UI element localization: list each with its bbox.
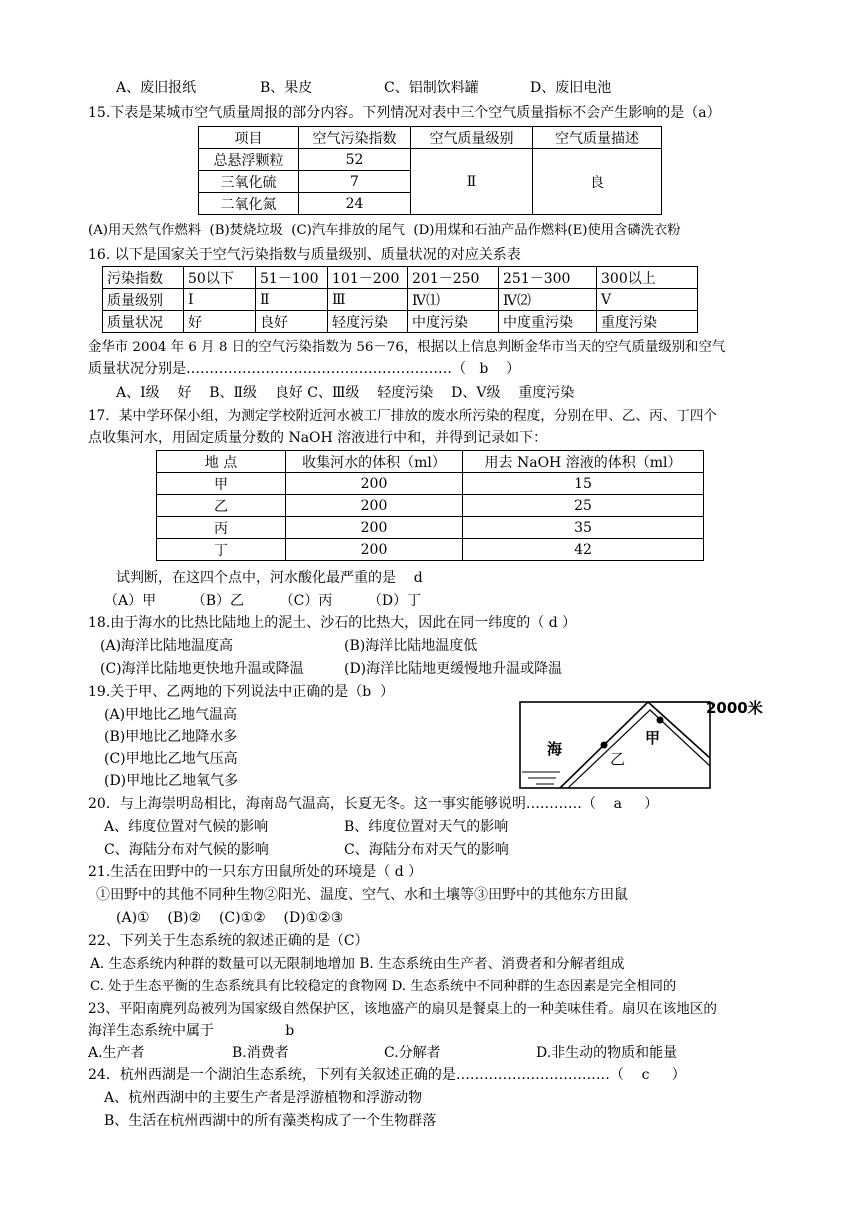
- q20-option-c: C、海陆分布对气候的影响: [104, 842, 269, 858]
- q20-option-b: B、纬度位置对天气的影响: [344, 819, 509, 835]
- table-row: [157, 517, 704, 539]
- sea-label: 海: [547, 740, 563, 758]
- table-cell: Ⅳ⑵: [499, 289, 597, 311]
- table-cell: 丁: [157, 539, 286, 561]
- table-cell: 丙: [157, 517, 286, 539]
- table-cell: 7: [299, 171, 411, 193]
- q23-stem-1: 23、平阳南麂列岛被列为国家级自然保护区，该地盛产的扇贝是餐桌上的一种美味佳肴。扇贝在该地区的: [88, 1001, 718, 1017]
- table-cell: 三氧化硫: [199, 171, 299, 193]
- q17-question: 试判断，在这四个点中，河水酸化最严重的是 d: [116, 570, 423, 586]
- table-row: [157, 473, 704, 495]
- table-cell: 甲: [157, 473, 286, 495]
- table-header: 用去 NaOH 溶液的体积（ml）: [463, 451, 704, 473]
- table-cell: 中度污染: [408, 311, 499, 333]
- q14-option-c: C、铝制饮料罐: [384, 80, 479, 96]
- table-cell: 251－300: [499, 267, 597, 289]
- table-cell: 200: [286, 473, 463, 495]
- table-header: 收集河水的体积（ml）: [286, 451, 463, 473]
- q16-options: A、Ⅰ级 好 B、Ⅱ级 良好 C、Ⅲ级 轻度污染 D、Ⅴ级 重度污染: [116, 385, 575, 401]
- table-cell: 200: [286, 539, 463, 561]
- table-header: 空气质量级别: [411, 127, 533, 149]
- table-cell: 中度重污染: [499, 311, 597, 333]
- table-cell: Ⅰ: [184, 289, 256, 311]
- q22-stem: 22、下列关于生态系统的叙述正确的是（C）: [88, 933, 369, 949]
- table-cell: Ⅱ: [256, 289, 328, 311]
- table-cell: 52: [299, 149, 411, 171]
- q23-stem-2: 海洋生态系统中属于 b: [88, 1023, 295, 1039]
- table-cell: 质量状况: [103, 311, 184, 333]
- q19-option-d: (D)甲地比乙地氧气多: [104, 773, 239, 789]
- table-cell: 51－100: [256, 267, 328, 289]
- q20-stem: 20．与上海崇明岛相比，海南岛气温高，长夏无冬。这一事实能够说明…………（ a ）: [88, 796, 659, 812]
- table-cell: Ⅴ: [597, 289, 698, 311]
- table-cell: 总悬浮颗粒: [199, 149, 299, 171]
- air-quality-level: Ⅱ: [411, 149, 533, 215]
- q18-option-a: (A)海洋比陆地温度高: [100, 638, 234, 654]
- jia-label: 甲: [645, 729, 661, 747]
- table-cell: 乙: [157, 495, 286, 517]
- q17-options: （A）甲 （B）乙 （C）丙 （D）丁: [104, 593, 422, 609]
- table-row: [199, 149, 662, 171]
- q23-option-b: B.消费者: [232, 1045, 289, 1061]
- q17-stem-1: 17．某中学环保小组，为测定学校附近河水被工厂排放的废水所污染的程度，分别在甲、乙、丙、丁四个: [88, 408, 718, 424]
- table-row: [103, 267, 698, 289]
- table-cell: 300以上: [597, 267, 698, 289]
- q16-text-1: 金华市 2004 年 6 月 8 日的空气污染指数为 56－76，根据以上信息判断金华市当天的空气质量级别和空气: [88, 340, 726, 355]
- table-cell: 好: [184, 311, 256, 333]
- q16-table: [102, 266, 698, 333]
- q19-option-a: (A)甲地比乙地气温高: [104, 707, 238, 723]
- q21-options: (A)① (B)② (C)①② (D)①②③: [116, 910, 344, 926]
- q18-option-c: (C)海洋比陆地更快地升温或降温: [100, 661, 304, 677]
- table-cell: 25: [463, 495, 704, 517]
- table-cell: 101－200: [328, 267, 408, 289]
- q15-options: (A)用天然气作燃料 (B)焚烧垃圾 (C)汽车排放的尾气 (D)用煤和石油产品作燃料(E)使用含磷洗衣粉: [88, 223, 681, 238]
- table-cell: Ⅳ⑴: [408, 289, 499, 311]
- q18-stem: 18.由于海水的比热比陆地上的泥土、沙石的比热大，因此在同一纬度的（ d ）: [88, 615, 577, 631]
- q19-option-c: (C)甲地比乙地气压高: [104, 751, 238, 767]
- q18-option-d: (D)海洋比陆地更缓慢地升温或降温: [344, 661, 563, 677]
- q24-stem: 24．杭州西湖是一个湖泊生态系统，下列有关叙述正确的是……………………………（ c ）: [88, 1067, 686, 1083]
- q19-stem: 19.关于甲、乙两地的下列说法中正确的是（b ）: [88, 684, 395, 700]
- table-cell: 35: [463, 517, 704, 539]
- q14-option-a: A、废旧报纸: [116, 80, 197, 96]
- table-row: [103, 289, 698, 311]
- point-jia: [657, 717, 664, 724]
- q17-stem-2: 点收集河水，用固定质量分数的 NaOH 溶液进行中和，并得到记录如下：: [88, 430, 548, 446]
- mountain-slope-inner: [568, 710, 710, 788]
- q23-option-a: A.生产者: [88, 1045, 145, 1061]
- q14-option-d: D、废旧电池: [530, 80, 612, 96]
- table-header: 空气质量描述: [533, 127, 662, 149]
- q15-table: [198, 126, 662, 215]
- q22-line-2: C. 处于生态平衡的生态系统具有比较稳定的食物网 D. 生态系统中不同种群的生态因素是完全相同的: [90, 979, 677, 994]
- table-cell: 二氧化氮: [199, 193, 299, 215]
- q23-option-c: C.分解者: [384, 1045, 441, 1061]
- table-header: 地 点: [157, 451, 286, 473]
- table-header: 项目: [199, 127, 299, 149]
- table-row: [199, 127, 662, 149]
- table-cell: 24: [299, 193, 411, 215]
- table-cell: 良好: [256, 311, 328, 333]
- yi-label: 乙: [610, 750, 626, 768]
- table-row: [103, 311, 698, 333]
- table-cell: 200: [286, 517, 463, 539]
- q24-option-b: B、生活在杭州西湖中的所有藻类构成了一个生物群落: [104, 1113, 437, 1129]
- point-yi: [601, 742, 608, 749]
- q22-line-1: A. 生态系统内种群的数量可以无限制地增加 B. 生态系统由生产者、消费者和分解者组成: [90, 956, 625, 972]
- q14-option-b: B、果皮: [260, 80, 313, 96]
- q17-table: [156, 450, 704, 561]
- table-cell: 200: [286, 495, 463, 517]
- table-cell: 质量级别: [103, 289, 184, 311]
- table-row: [157, 539, 704, 561]
- q20-option-d: C、海陆分布对天气的影响: [344, 842, 509, 858]
- table-cell: 201－250: [408, 267, 499, 289]
- q16-stem: 16. 以下是国家关于空气污染指数与质量级别、质量状况的对应关系表: [88, 247, 521, 263]
- table-cell: 污染指数: [103, 267, 184, 289]
- table-row: [157, 451, 704, 473]
- table-cell: Ⅲ: [328, 289, 408, 311]
- height-label: 2000米: [706, 699, 763, 717]
- table-cell: 50以下: [184, 267, 256, 289]
- table-cell: 轻度污染: [328, 311, 408, 333]
- table-row: [157, 495, 704, 517]
- q19-option-b: (B)甲地比乙地降水多: [104, 729, 238, 745]
- table-cell: 15: [463, 473, 704, 495]
- table-cell: 42: [463, 539, 704, 561]
- q21-items: ①田野中的其他不同种生物②阳光、温度、空气、水和土壤等③田野中的其他东方田鼠: [96, 887, 628, 903]
- q16-text-2: 质量状况分别是…………………………………………………（ b ）: [88, 361, 521, 377]
- q20-option-a: A、纬度位置对气候的影响: [104, 819, 269, 835]
- table-cell: 重度污染: [597, 311, 698, 333]
- q23-option-d: D.非生动的物质和能量: [536, 1045, 678, 1061]
- q21-stem: 21.生活在田野中的一只东方田鼠所处的环境是（ d ）: [88, 864, 423, 880]
- air-quality-desc: 良: [533, 149, 662, 215]
- q15-stem: 15.下表是某城市空气质量周报的部分内容。下列情况对表中三个空气质量指标不会产生影响的是（a）: [88, 105, 721, 121]
- mountain-figure: [516, 692, 772, 792]
- q18-option-b: (B)海洋比陆地温度低: [344, 638, 478, 654]
- table-header: 空气污染指数: [299, 127, 411, 149]
- q24-option-a: A、杭州西湖中的主要生产者是浮游植物和浮游动物: [104, 1090, 423, 1106]
